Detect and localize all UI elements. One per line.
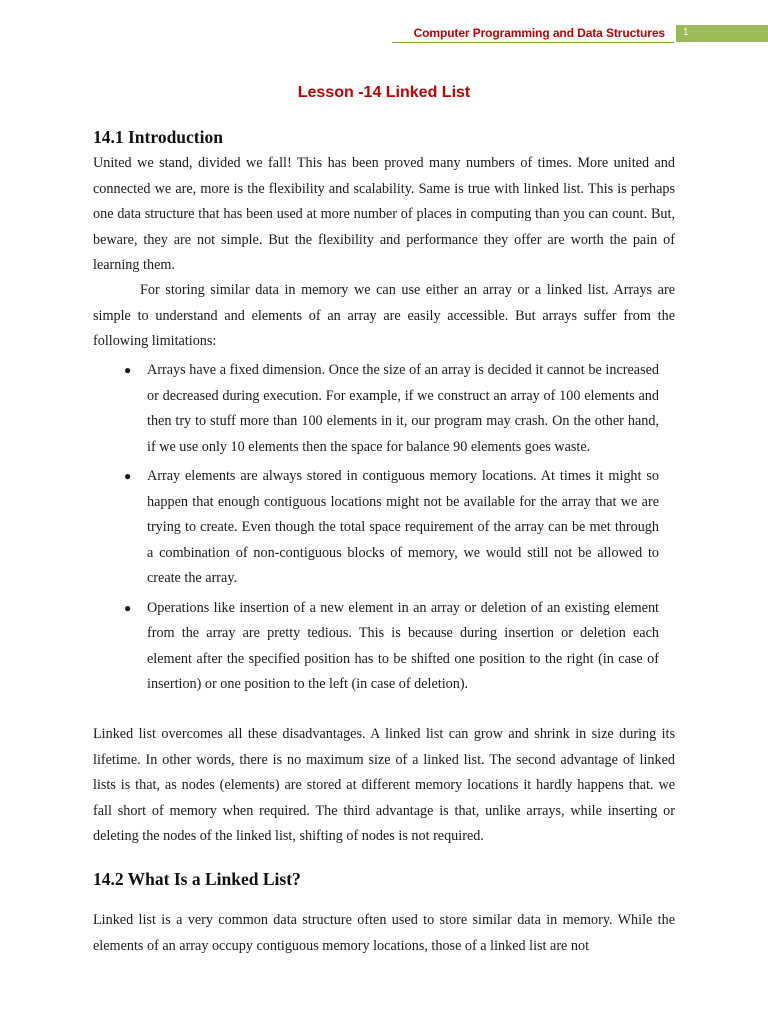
list-item [93,596,659,698]
limitations-list [93,358,675,698]
header-rule [392,42,674,43]
bullet-icon: ● [124,469,132,483]
section-heading-what-is: 14.2 What Is a Linked List? [93,869,301,889]
section-heading-introduction: 14.1 Introduction [93,127,223,147]
arrays-paragraph: For storing similar data in memory we can use either an array or a linked list. Arrays are simple to understand and elements of an array are easily accessible. But arrays suffer from the following limitations: [93,282,675,349]
bullet-icon: ● [124,363,132,377]
list-item [93,464,659,592]
list-item-text: Operations like insertion of a new element in an array or deletion of an existing element from the array are pretty tedious. This is because during insertion or deletion each element after the specified position has to be shifted one position to the right (in case of insertion) or one position to the left (in case of deletion). [147,599,659,692]
page-number-box [676,25,768,42]
page-number: 1 [683,27,689,38]
bullet-icon: ● [124,600,132,615]
intro-paragraph: United we stand, divided we fall! This has been proved many numbers of times. More united and connected we are, more is the flexibility and scalability. Same is true with linked list. This is perhaps one data structure that has been used at more number of places in computing than you can count. But, beware, they are not simple. But the flexibility and performance they offer are worth the pain of learning them. [93,155,675,273]
page-header [0,25,768,43]
overcome-paragraph: Linked list overcomes all these disadvantages. A linked list can grow and shrink in size during its lifetime. In other words, there is no maximum size of a linked list. The second advantage of linked lists is that, as nodes (elements) are stored at different memory locations it hardly happens that. we fall short of memory when required. The third advantage is that, unlike arrays, while inserting or deleting the nodes of the linked list, shifting of nodes is not required. [93,726,675,844]
list-item-text: Array elements are always stored in contiguous memory locations. At times it might so happen that enough contiguous locations might not be available for the array that we are trying to create. Even though the total space requirement of the array can be met through a combination of non-contiguous blocks of memory, we would still not be allowed to create the array. [147,468,659,586]
list-item [93,358,659,460]
lesson-title: Lesson -14 Linked List [297,84,471,101]
list-item-text: Arrays have a fixed dimension. Once the size of an array is decided it cannot be increased or decreased during execution. For example, if we construct an array of 100 elements and then try to stuff more than 100 elements in it, our program may crash. On the other hand, if we use only 10 elements then the space for balance 90 elements goes waste. [147,362,659,455]
header-title: Computer Programming and Data Structures [413,26,665,40]
definition-paragraph: Linked list is a very common data structure often used to store similar data in memory. While the elements of an array occupy contiguous memory locations, those of a linked list are not [93,912,675,954]
